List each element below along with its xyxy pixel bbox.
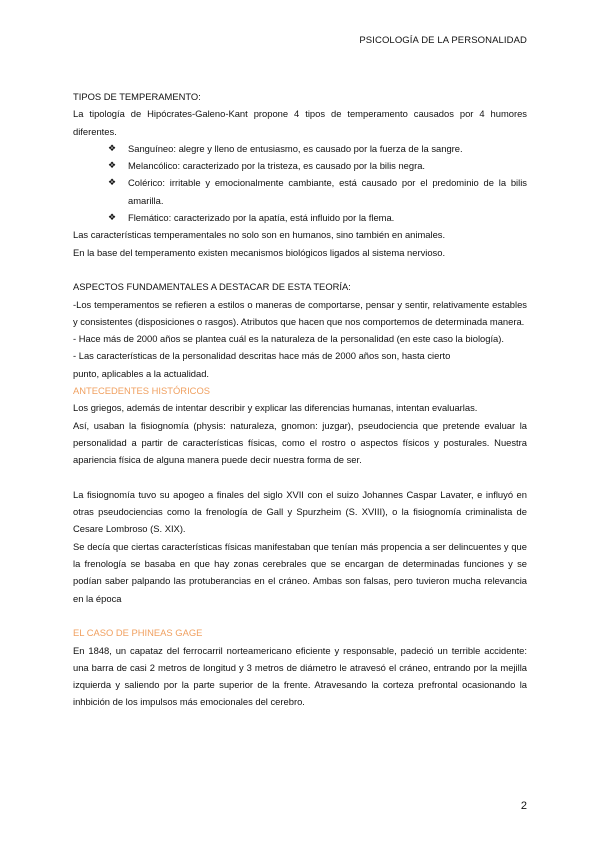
- diamond-bullet-icon: ❖: [108, 177, 117, 188]
- paragraph: La fisiognomía tuvo su apogeo a finales del siglo XVII con el suizo Johannes Caspar Lavater, e influyó en otras pseudociencias como la frenología de Gall y Spurzheim (S. XVIII), o la fisiognomía criminalista de Cesare Lombroso (S. XIX).: [73, 488, 527, 535]
- spacer: [73, 607, 527, 624]
- diamond-bullet-icon: ❖: [108, 160, 117, 171]
- section-heading-temperament: TIPOS DE TEMPERAMENTO:: [73, 91, 201, 102]
- section-heading-gage: EL CASO DE PHINEAS GAGE: [73, 627, 203, 639]
- list-item: [108, 209, 527, 226]
- list-item: [108, 157, 527, 174]
- section-heading-history: ANTECEDENTES HISTÓRICOS: [73, 385, 210, 397]
- paragraph: Se decía que ciertas características físicas manifestaban que tenían más propencia a ser delincuentes y que la frenología se basaba en que hay zonas cerebrales que se encargan de determinadas funciones y se podían saber palpando las protuberancias en el cráneo. Ambas son falsas, pero tuvieron mucha relevancia en la época: [73, 540, 527, 604]
- list-item: [108, 174, 527, 209]
- list-item-text: Melancólico: caracterizado por la tristeza, es causado por la bilis negra.: [128, 160, 426, 172]
- section-heading-aspects: ASPECTOS FUNDAMENTALES A DESTACAR DE ESTA TEORÍA:: [73, 281, 351, 293]
- paragraph: - Hace más de 2000 años se plantea cuál es la naturaleza de la personalidad (en este caso la biología).: [73, 333, 505, 345]
- paragraph: Las características temperamentales no solo son en humanos, sino también en animales.: [73, 229, 446, 241]
- paragraph: Así, usaban la fisiognomía (physis: naturaleza, gnomon: juzgar), pseudociencia que pretende evaluar la personalidad a partir de características físicas, como el rostro o aspectos físicos y posturales. Nuestra apariencia física de alguna manera puede decir nuestra forma de ser.: [73, 419, 527, 466]
- diamond-bullet-icon: ❖: [108, 212, 117, 223]
- paragraph: Los griegos, además de intentar describir y explicar las diferencias humanas, intentan evaluarlas.: [73, 402, 478, 414]
- list-item: [108, 140, 527, 157]
- paragraph: La tipología de Hipócrates-Galeno-Kant propone 4 tipos de temperamento causados por 4 humores diferentes.: [73, 108, 527, 137]
- paragraph: - Las características de la personalidad descritas hace más de 2000 años son, hasta cierto: [73, 350, 451, 362]
- list-item-text: Sanguíneo: alegre y lleno de entusiasmo, es causado por la fuerza de la sangre.: [128, 142, 463, 154]
- temperament-list: [73, 140, 527, 226]
- spacer: [73, 261, 527, 278]
- paragraph: -Los temperamentos se refieren a estilos o maneras de comportarse, pensar y sentir, relativamente estables y consistentes (disposiciones o rasgos). Atributos que hacen que nos comportemos de determinada manera.: [73, 298, 527, 327]
- paragraph: En la base del temperamento existen mecanismos biológicos ligados al sistema nervioso.: [73, 246, 446, 258]
- paragraph: punto, aplicables a la actualidad.: [73, 367, 210, 379]
- document-body: [73, 88, 527, 711]
- paragraph: En 1848, un capataz del ferrocarril norteamericano eficiente y responsable, padeció un terrible accidente: una barra de casi 2 metros de longitud y 3 metros de diámetro le atravesó el cráneo, entrando por la mejilla izquierda y saliendo por la parte superior de la frente. Atravesando la corteza prefrontal ocasionando la inhbición de los impulsos más emocionales del cerebro.: [73, 644, 527, 708]
- running-header: PSICOLOGÍA DE LA PERSONALIDAD: [359, 35, 527, 46]
- spacer: [73, 469, 527, 486]
- list-item-text: Colérico: irritable y emocionalmente cambiante, está causado por el predominio de la bilis amarilla.: [128, 177, 527, 206]
- page-number: 2: [520, 800, 527, 812]
- diamond-bullet-icon: ❖: [108, 142, 117, 153]
- list-item-text: Flemático: caracterizado por la apatía, está influido por la flema.: [128, 212, 395, 224]
